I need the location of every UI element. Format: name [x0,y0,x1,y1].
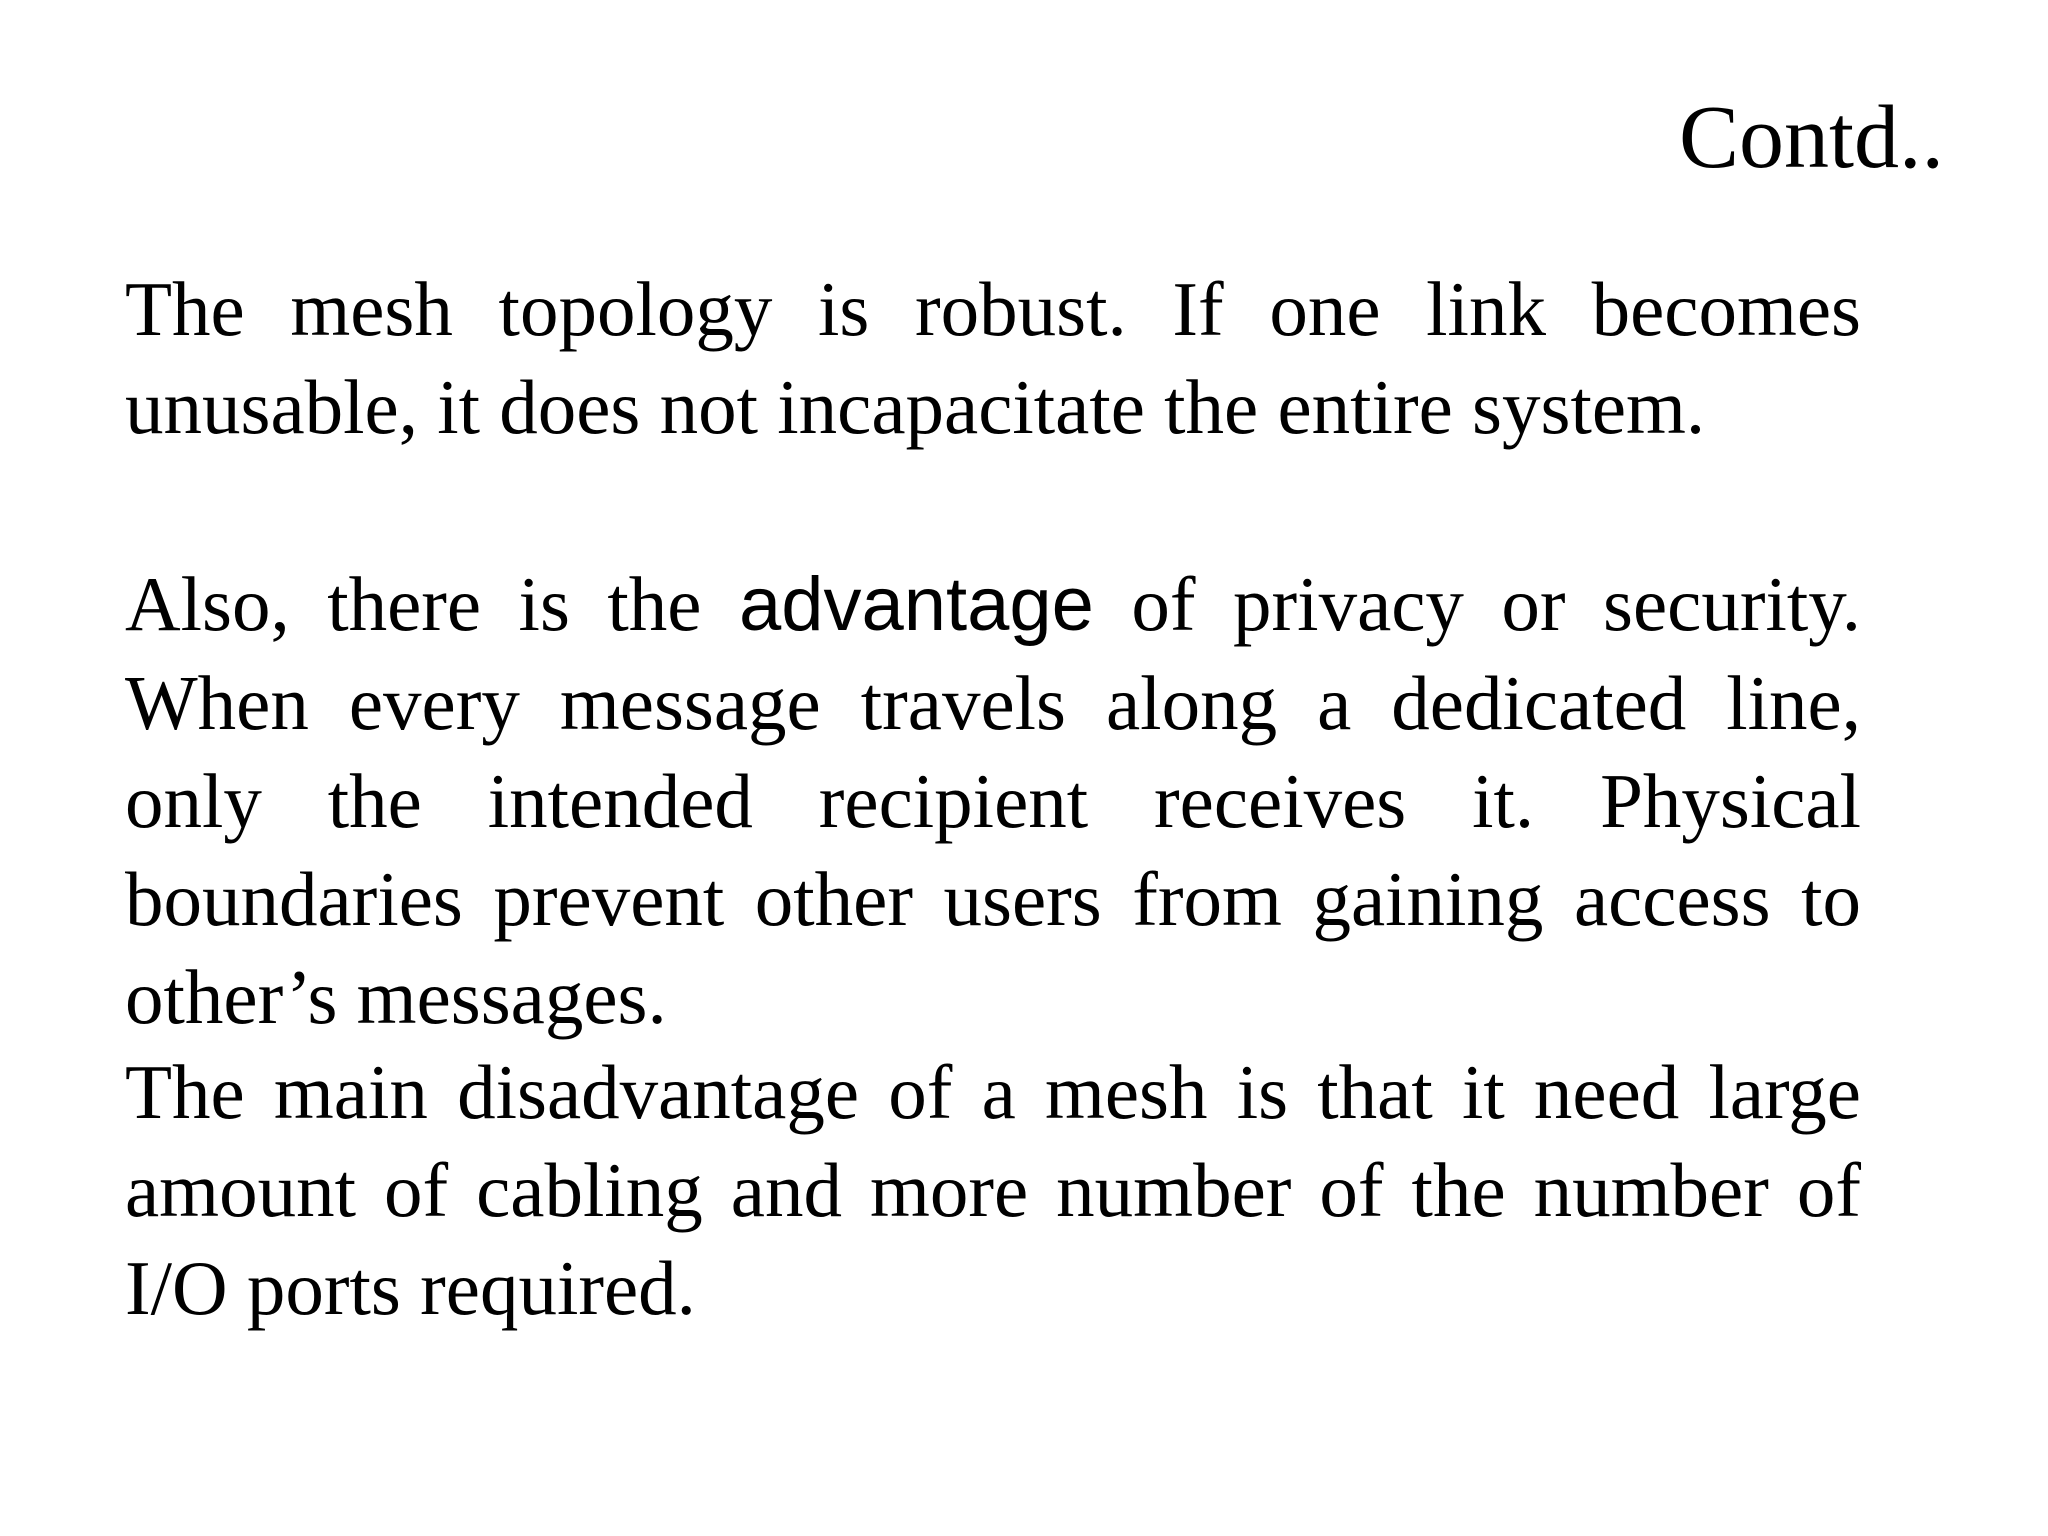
paragraph-privacy-rest: of privacy or security. When every message travels along a dedicated line, only the intended recipient receives it. Physical boundaries prevent other users from gaining access to other’s messages. [125,561,1862,1040]
paragraph-privacy-lead: Also, there is the [125,561,739,647]
paragraph-privacy [125,555,1861,1046]
advantage-word: advantage [738,562,1094,647]
slide-title: Contd.. [1678,88,1944,187]
paragraph-robustness: The mesh topology is robust. If one link becomes unusable, it does not incapacitate the entire system. [125,266,1861,450]
paragraph-disadvantage: The main disadvantage of a mesh is that it need large amount of cabling and more number of the number of I/O ports required. [125,1049,1861,1331]
